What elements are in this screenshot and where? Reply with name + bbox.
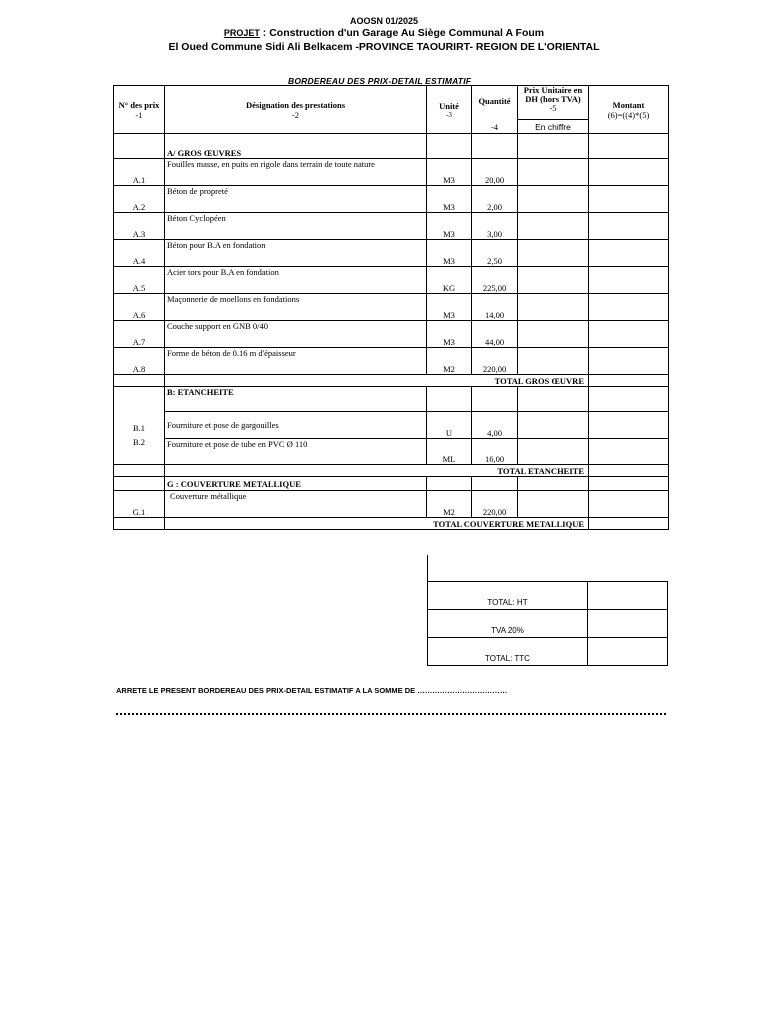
- total-couverture: TOTAL COUVERTURE METALLIQUE: [165, 518, 589, 530]
- document-reference: AOOSN 01/2025: [349, 16, 419, 26]
- project-text: Construction d'un Garage Au Siège Communal A Foum: [269, 27, 545, 39]
- total-gros-oeuvre: TOTAL GROS ŒUVRE: [165, 375, 589, 387]
- col-header-designation: Désignation des prestations -2: [165, 86, 427, 134]
- table-row: G.1 Couverture métallique M2 220,00: [114, 491, 669, 518]
- table-row: A.2 Béton de propreté M3 2,00: [114, 186, 669, 213]
- col-header-quantity: Quantité -4: [472, 86, 518, 134]
- section-a-num: [114, 134, 165, 159]
- project-title: [0, 27, 768, 39]
- total-etancheite: TOTAL ETANCHEITE: [165, 465, 589, 477]
- tva-value: [588, 610, 668, 638]
- col-header-num: N° des prix -1: [114, 86, 165, 134]
- section-g-title: G : COUVERTURE METALLIQUE: [165, 477, 427, 491]
- dotted-fill-line: [116, 707, 666, 715]
- table-row: A.5 Acier tors pour B.A en fondation KG 225,00: [114, 267, 669, 294]
- project-separator: :: [259, 27, 270, 39]
- total-ttc-value: [588, 638, 668, 666]
- table-row: A.6 Maçonnerie de moellons en fondations M3 14,00: [114, 294, 669, 321]
- project-location: El Oued Commune Sidi Ali Belkacem -PROVINCE TAOURIRT- REGION DE L'ORIENTAL: [168, 41, 600, 53]
- col-header-unit: Unité -3: [427, 86, 472, 134]
- arrete-statement: ARRETE LE PRESENT BORDEREAU DES PRIX-DETAIL ESTIMATIF A LA SOMME DE ………………………………: [116, 686, 508, 695]
- total-ht-label: TOTAL: HT: [428, 582, 588, 610]
- table-row: Fourniture et pose de gargouilles U 4,00: [114, 412, 669, 439]
- table-row: Fourniture et pose de tube en PVC Ø 110 ML 16,00: [114, 439, 669, 465]
- bordereau-title: BORDEREAU DES PRIX-DETAIL ESTIMATIF: [288, 76, 472, 86]
- tva-label: TVA 20%: [428, 610, 588, 638]
- section-a-title: A/ GROS ŒUVRES: [165, 134, 427, 159]
- summary-table: [427, 581, 668, 666]
- table-row: A.7 Couche support en GNB 0/40 M3 44,00: [114, 321, 669, 348]
- project-label: PROJET: [223, 28, 260, 38]
- col-header-amount: Montant (6)=((4)*(5): [589, 86, 669, 134]
- total-ht-value: [588, 582, 668, 610]
- table-row: A.1 Fouilles masse, en puits en rigole dans terrain de toute nature M3 20,00: [114, 159, 669, 186]
- col-header-price: Prix Unitaire en DH (hors TVA) -5: [518, 86, 589, 120]
- table-row: A.8 Forme de béton de 0.16 m d'épaisseur M2 220,00: [114, 348, 669, 375]
- total-ttc-label: TOTAL: TTC: [428, 638, 588, 666]
- divider: [427, 555, 428, 581]
- price-table: N° des prix -1 Désignation des prestations -2 Unité -3 Quantité -4 Prix Unitaire en DH (hors TVA) -5 Montant (6)=((4)*(5) En chiffre A/ GROS ŒUVRES A.1 Fouilles masse, en puits en rigole dans terrain de toute nature M3 20,00 A.2 Béton de propreté M3 2,00 A.3 Béton Cyclopéen M3 3,00 A.4 Béton pour B.A en fondation M3 2,50 A.5 Acier tors pour B.A en fondation KG 225,00 A.6 Maçonnerie de moellons en fondations M3 14,00 A.7 Couche support en GNB 0/40 M3 44,00 A.8 Forme de béton de 0.16 m d'épaisseur M2 220,00 TOTAL GROS ŒUVRE B.1 B.2 B: ETANCHEITE Fourniture et pose de gargouilles U 4,00 Fourniture et pose de tube en PVC Ø 110 ML 16,00 TOTAL ETANCHEITE G : COUVERTURE METALLIQUE G.1 Couverture métallique M2 220,00 TOTAL COUVERTURE METALLIQUE: [113, 85, 669, 530]
- table-row: A.3 Béton Cyclopéen M3 3,00: [114, 213, 669, 240]
- section-b-title: B: ETANCHEITE: [165, 387, 427, 412]
- table-row: A.4 Béton pour B.A en fondation M3 2,50: [114, 240, 669, 267]
- col-header-price-sub: En chiffre: [518, 120, 589, 134]
